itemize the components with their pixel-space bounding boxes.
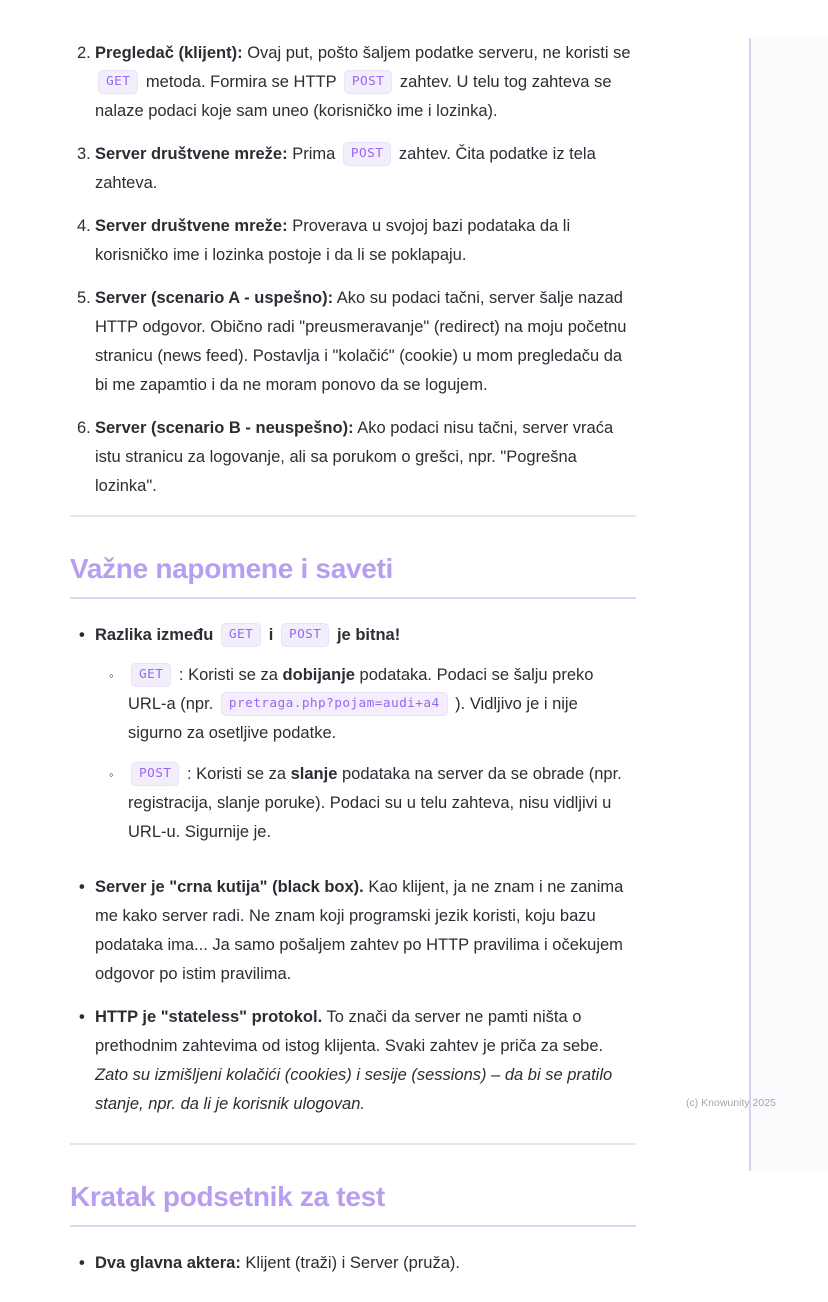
text-segment: Ako podaci nisu tačni, server vraća istu stranicu za logovanje, ali sa porukom o grešci, npr. "Pogrešna lozinka".	[95, 419, 614, 495]
text-segment: metoda. Formira se HTTP	[141, 73, 341, 91]
step-number: 5.	[77, 289, 91, 307]
step-content	[95, 414, 636, 501]
outside-area	[751, 38, 828, 1171]
bullet-marker: •	[79, 878, 85, 896]
sub-bullet-item	[95, 661, 636, 748]
text-segment: zahtev. U telu tog zahteva se nalaze podaci koje sam uneo (korisničko ime i lozinka).	[95, 73, 612, 120]
text-segment: Server društvene mreže:	[95, 217, 288, 235]
bullet-list	[70, 621, 636, 1119]
text-segment: Dva glavna aktera:	[95, 1254, 241, 1272]
numbered-step	[70, 140, 636, 198]
inline-code-badge: POST	[344, 70, 392, 94]
sub-bullet-item	[95, 760, 636, 847]
sub-bullet-content	[128, 760, 636, 847]
bullet-item	[70, 1249, 636, 1278]
bullet-list	[70, 1249, 636, 1278]
text-segment: Klijent (traži) i Server (pruža).	[240, 1254, 460, 1272]
sub-bullet-marker: ◦	[109, 767, 114, 782]
text-segment: Server (scenario A - uspešno):	[95, 289, 334, 307]
bullet-content	[95, 1249, 636, 1278]
text-segment: Server (scenario B - neuspešno):	[95, 419, 354, 437]
sections-container	[70, 515, 636, 1278]
text-segment: dobijanje	[282, 666, 355, 684]
numbered-step	[70, 284, 636, 400]
text-segment: ). Vidljivo je i nije sigurno za osetljive podatke.	[128, 695, 578, 742]
text-segment: Zato su izmišljeni kolačići (cookies) i sesije (sessions) – da bi se pratilo stanje, npr. da li je korisnik ulogovan.	[95, 1066, 613, 1113]
text-segment: : Koristi se za	[174, 666, 283, 684]
step-number: 6.	[77, 419, 91, 437]
step-content	[95, 140, 636, 198]
bullet-content	[95, 621, 636, 859]
sub-bullet-marker: ◦	[109, 668, 114, 683]
bullet-item	[70, 621, 636, 859]
text-segment: podataka. Podaci se šalju preko URL-a (npr.	[128, 666, 594, 713]
section-title: Važne napomene i saveti	[70, 554, 636, 599]
text-segment: zahtev. Čita podatke iz tela zahteva.	[95, 145, 596, 192]
inline-code-badge: POST	[131, 762, 179, 786]
text-segment: Kao klijent, ja ne znam i ne zanima me kako server radi. Ne znam koji programski jezik koristi, koju bazu podataka ima... Ja samo pošaljem zahtev po HTTP pravilima i očekujem odgovor po istim pravilima.	[95, 878, 624, 983]
text-segment: To znači da server ne pamti ništa o prethodnim zahtevima od istog klijenta. Svaki zahtev je priča za sebe.	[95, 1008, 604, 1055]
section-divider	[70, 515, 636, 517]
text-segment: Prima	[287, 145, 340, 163]
text-segment: : Koristi se za	[182, 765, 291, 783]
copyright-footer: (c) Knowunity 2025	[686, 1097, 776, 1109]
text-segment: Pregledač (klijent):	[95, 44, 243, 62]
section-divider	[70, 1143, 636, 1145]
text-segment: HTTP je "stateless" protokol.	[95, 1008, 323, 1026]
inline-code-badge: GET	[221, 623, 261, 647]
text-segment: Proverava u svojoj bazi podataka da li korisničko ime i lozinka postoje i da li se poklapaju.	[95, 217, 571, 264]
bullet-content	[95, 1003, 636, 1119]
text-segment: Razlika između	[95, 626, 218, 644]
step-content	[95, 284, 636, 400]
bullet-marker: •	[79, 1008, 85, 1026]
bullet-item	[70, 1003, 636, 1119]
bullet-marker: •	[79, 1254, 85, 1272]
text-segment: Server je "crna kutija" (black box).	[95, 878, 364, 896]
text-segment: Server društvene mreže:	[95, 145, 288, 163]
text-segment: slanje	[290, 765, 338, 783]
text-segment: Ako su podaci tačni, server šalje nazad HTTP odgovor. Obično radi "preusmeravanje" (redirect) na moju početnu stranicu (news feed). Postavlja i "kolačić" (cookie) u mom pregledaču da bi me zapamtio i da ne moram ponovo da se logujem.	[95, 289, 627, 394]
step-content	[95, 212, 636, 270]
step-content	[95, 39, 636, 126]
text-segment: Ovaj put, pošto šaljem podatke serveru, ne koristi se	[242, 44, 631, 62]
numbered-steps	[70, 39, 636, 501]
bullet-marker: •	[79, 626, 85, 644]
inline-code-badge: POST	[281, 623, 329, 647]
sub-bullet-content	[128, 661, 636, 748]
text-segment: i	[264, 626, 278, 644]
inline-code-badge: GET	[98, 70, 138, 94]
numbered-step	[70, 414, 636, 501]
step-number: 2.	[77, 44, 91, 62]
step-number: 3.	[77, 145, 91, 163]
inline-code-badge: GET	[131, 663, 171, 687]
page-edge-line	[749, 38, 751, 1171]
text-segment: je bitna!	[332, 626, 401, 644]
document-page	[70, 0, 636, 1302]
bullet-item	[70, 873, 636, 989]
numbered-step	[70, 212, 636, 270]
step-number: 4.	[77, 217, 91, 235]
inline-code-badge: pretraga.php?pojam=audi+a4	[221, 692, 448, 716]
text-segment: podataka na server da se obrade (npr. registracija, slanje poruke). Podaci su u telu zahteva, nisu vidljivi u URL-u. Sigurnije je.	[128, 765, 622, 841]
inline-code-badge: POST	[343, 142, 391, 166]
bullet-content	[95, 873, 636, 989]
numbered-step	[70, 39, 636, 126]
section-title: Kratak podsetnik za test	[70, 1182, 636, 1227]
